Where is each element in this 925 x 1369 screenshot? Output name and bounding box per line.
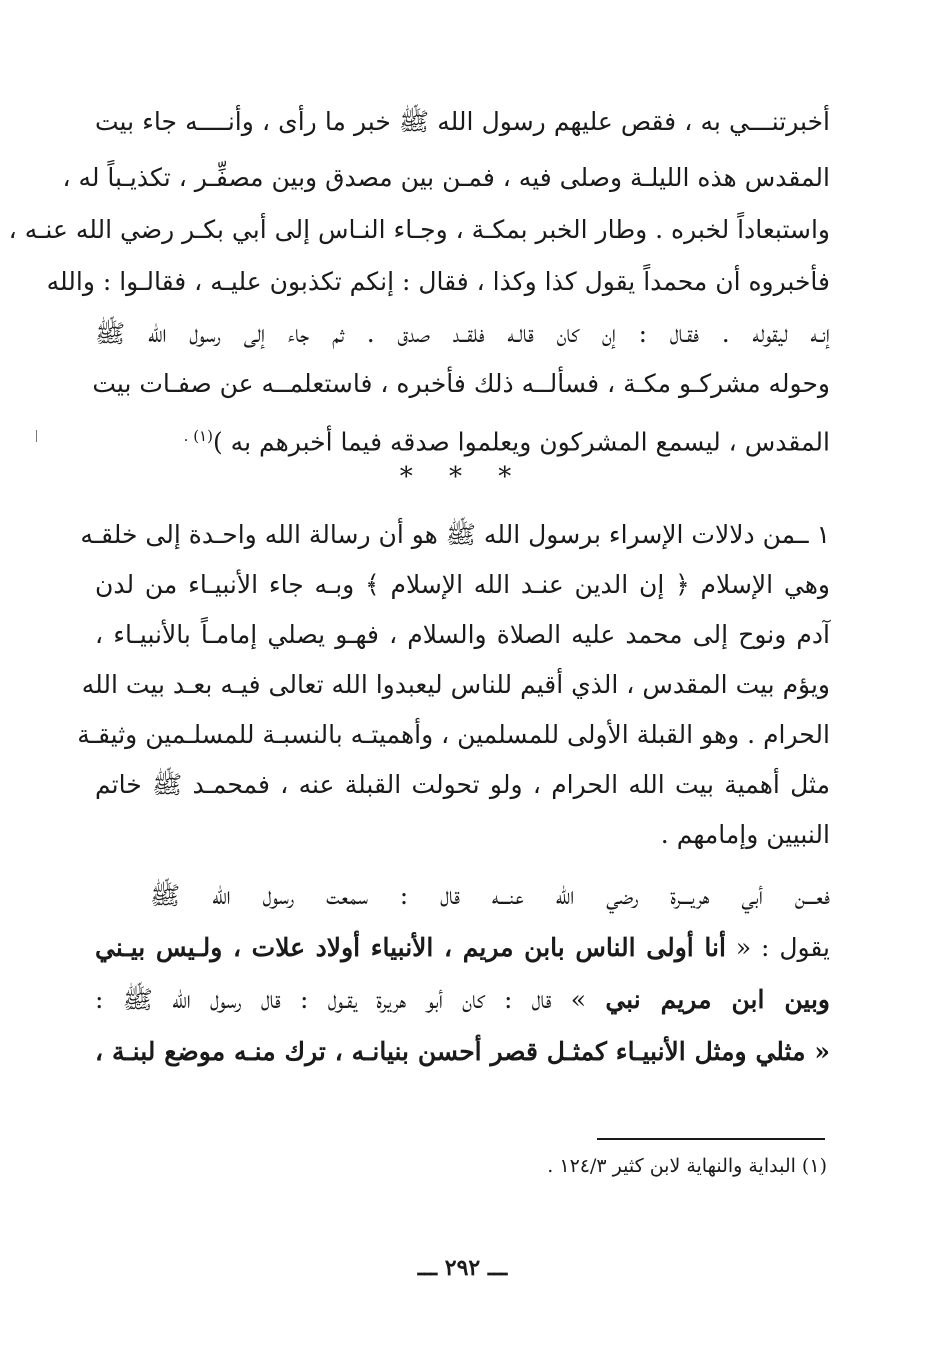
text-line: من دلالات الإسراء برسول الله ﷺ هو أن رسالة الله واحـدة إلى خلقـه (80, 520, 795, 549)
page-number: ـــ ٢٩٢ ـــ (417, 1255, 508, 1281)
section-separator: * * * (399, 462, 526, 492)
text-line: فعـــن أبي هريـــرة رضي الله عنـــه قال : سمعت رسول الله ﷺ (150, 881, 830, 910)
text-line: المقدس هذه الليلـة وصلى فيه ، فمـن بين مصدق وبين مصفِّـر ، تكذيـباً له ، (62, 163, 830, 192)
text-line: النبيين وإمامهم . (660, 820, 830, 849)
item-number: ١ ـــ (786, 520, 830, 549)
text-line: فأخبروه أن محمداً يقول كذا وكذا ، فقال : إنكم تكذبون عليـه ، فقالـوا : والله (46, 267, 830, 296)
hadith-text: أنا أولى الناس بابن مريم ، الأنبياء أولاد علات ، ولـيس بيـني (95, 933, 726, 962)
text-line: إنـه ليقوله . فقـال : إن كان قالـه فلقــد صدق . ثم جاء إلى رسول الله ﷺ (95, 319, 830, 348)
text-line: الحرام . وهو القبلة الأولى للمسلمين ، وأهميتـه بالنسبـة للمسلـمين وثيقـة (77, 720, 830, 749)
hadith-text: وبين ابن مريم نبي (605, 985, 830, 1014)
text-line: واستبعاداً لخبره . وطار الخبر بمكـة ، وجـاء النـاس إلى أبي بكـر رضي الله عنـه ، (8, 215, 830, 244)
footnote-ref: (١) . (183, 427, 213, 445)
text-line: وحوله مشركـو مكـة ، فسألــه ذلك فأخبره ، فاستعلمــه عن صفـات بيت (92, 369, 830, 398)
text-line (95, 418, 830, 460)
text-line: أخبرتنـــي به ، فقص عليهم رسول الله ﷺ خبر ما رأى ، وأنــــه جاء بيت (95, 107, 830, 136)
text-line (95, 930, 830, 966)
text-line: آدم ونوح إلى محمد عليه الصلاة والسلام ، فهـو يصلي إمامـاً بالأنبيـاء ، (95, 620, 830, 649)
text-line: ويؤم بيت المقدس ، الذي أقيم للناس ليعبدوا الله تعالى فيـه بعـد بيت الله (81, 670, 830, 699)
text-segment: يقول : « (725, 933, 831, 962)
hadith-text: « مثلي ومثل الأنبيـاء كمثـل قصر أحسن بنيانـه ، ترك منـه موضع لبنـة ، (95, 1037, 830, 1066)
text-line (95, 982, 830, 1018)
margin-mark (36, 430, 37, 442)
text-segment: المقدس ، ليسمع المشركون ويعلموا صدقه فيما أخبرهم به ) (212, 427, 830, 457)
text-segment: » قال : كان أبو هريرة يقـول : قال رسول الله ﷺ : (95, 985, 606, 1014)
text-line: وهي الإسلام ﴿ إن الدين عنـد الله الإسلام ﴾ وبـه جاء الأنبيـاء من لدن (95, 570, 830, 599)
footnote-rule (597, 1138, 825, 1140)
footnote: (١) البداية والنهاية لابن كثير ١٢٤/٣ . (547, 1155, 827, 1177)
text-line: مثل أهمية بيت الله الحرام ، ولو تحولت القبلة عنه ، فمحمـد ﷺ خاتم (95, 770, 830, 799)
